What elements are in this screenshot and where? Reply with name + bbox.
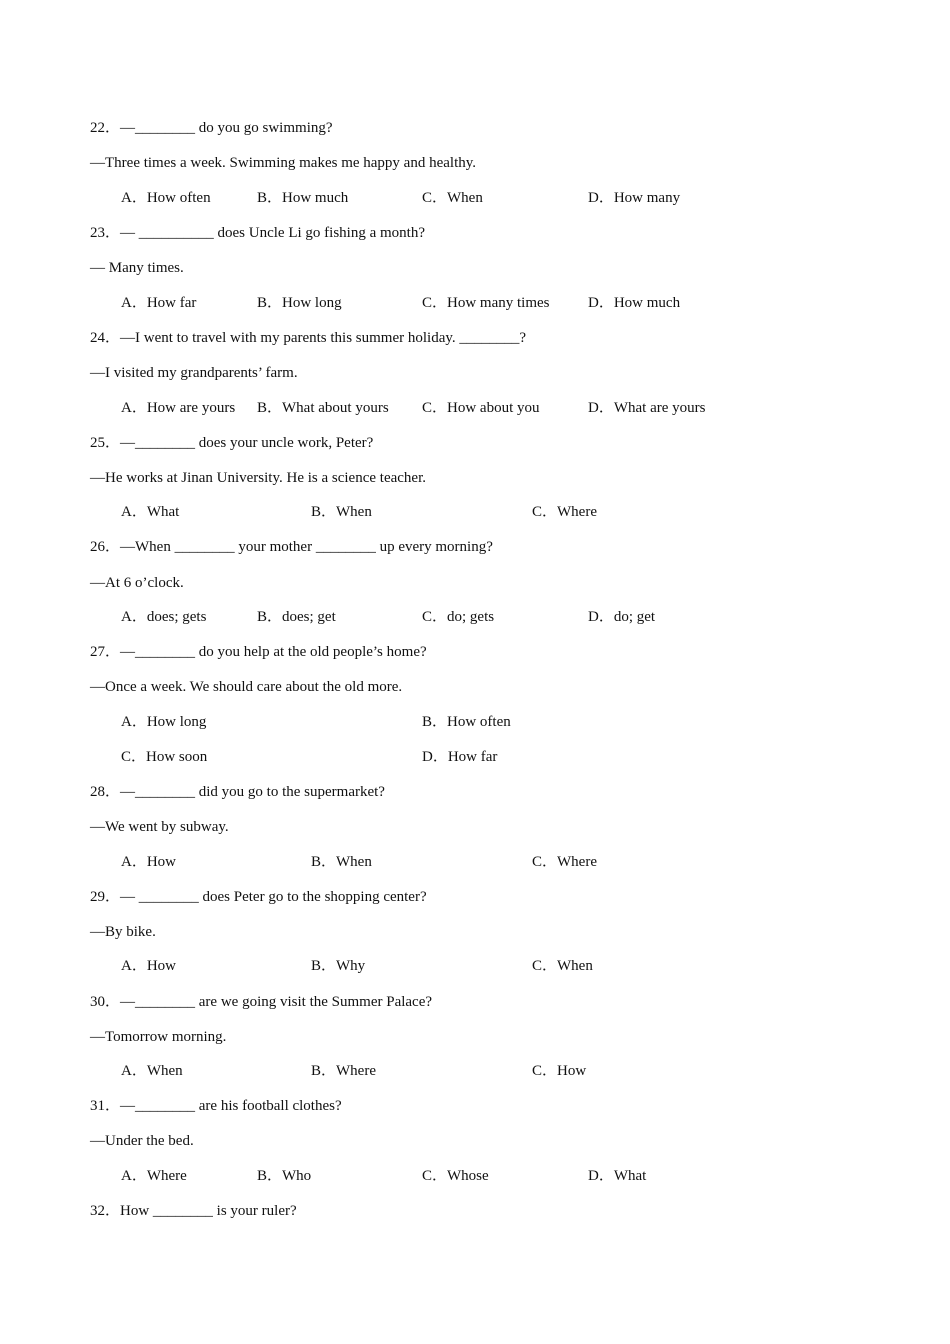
question-29-stem: 29．— ________ does Peter go to the shopping center? bbox=[90, 889, 427, 905]
question-26-reply: —At 6 o’clock. bbox=[90, 575, 184, 591]
question-31-option-a[interactable]: A．Where bbox=[121, 1168, 187, 1184]
question-29-option-a[interactable]: A．How bbox=[121, 958, 177, 974]
question-31-reply: —Under the bed. bbox=[90, 1133, 194, 1149]
question-23-reply: — Many times. bbox=[90, 260, 184, 276]
question-30-option-b[interactable]: B．Where bbox=[311, 1063, 376, 1079]
question-26-option-c[interactable]: C．do; gets bbox=[422, 609, 495, 625]
question-22-option-b[interactable]: B．How much bbox=[257, 190, 349, 206]
question-22-stem: 22．—________ do you go swimming? bbox=[90, 120, 333, 136]
question-25-option-a[interactable]: A．What bbox=[121, 504, 180, 520]
question-24-option-d[interactable]: D．What are yours bbox=[588, 400, 706, 416]
question-23-option-b[interactable]: B．How long bbox=[257, 295, 342, 311]
question-30-stem: 30．—________ are we going visit the Summer Palace? bbox=[90, 994, 433, 1010]
question-28-option-a[interactable]: A．How bbox=[121, 854, 177, 870]
question-23-option-c[interactable]: C．How many times bbox=[422, 295, 550, 311]
question-31-option-d[interactable]: D．What bbox=[588, 1168, 647, 1184]
question-30-option-c[interactable]: C．How bbox=[532, 1063, 587, 1079]
question-27-option-d[interactable]: D．How far bbox=[422, 749, 498, 765]
question-22-option-a[interactable]: A．How often bbox=[121, 190, 211, 206]
question-26-option-d[interactable]: D．do; get bbox=[588, 609, 656, 625]
question-31-stem: 31．—________ are his football clothes? bbox=[90, 1098, 342, 1114]
question-24-stem: 24．—I went to travel with my parents this summer holiday. ________? bbox=[90, 330, 527, 346]
question-27-stem: 27．—________ do you help at the old people’s home? bbox=[90, 644, 427, 660]
question-23-option-d[interactable]: D．How much bbox=[588, 295, 681, 311]
question-22-reply: —Three times a week. Swimming makes me happy and healthy. bbox=[90, 155, 477, 171]
question-29-option-c[interactable]: C．When bbox=[532, 958, 593, 974]
question-25-reply: —He works at Jinan University. He is a science teacher. bbox=[90, 470, 426, 486]
question-25-option-b[interactable]: B．When bbox=[311, 504, 372, 520]
question-22-option-d[interactable]: D．How many bbox=[588, 190, 681, 206]
question-29-reply: —By bike. bbox=[90, 924, 156, 940]
question-24-option-b[interactable]: B．What about yours bbox=[257, 400, 389, 416]
question-27-option-a[interactable]: A．How long bbox=[121, 714, 207, 730]
question-24-option-c[interactable]: C．How about you bbox=[422, 400, 540, 416]
question-28-option-c[interactable]: C．Where bbox=[532, 854, 597, 870]
question-30-reply: —Tomorrow morning. bbox=[90, 1029, 227, 1045]
question-28-reply: —We went by subway. bbox=[90, 819, 229, 835]
question-22-option-c[interactable]: C．When bbox=[422, 190, 483, 206]
question-27-option-c[interactable]: C．How soon bbox=[121, 749, 208, 765]
question-29-option-b[interactable]: B．Why bbox=[311, 958, 366, 974]
question-32-stem: 32．How ________ is your ruler? bbox=[90, 1203, 297, 1219]
question-28-stem: 28．—________ did you go to the supermarket? bbox=[90, 784, 385, 800]
question-27-reply: —Once a week. We should care about the old more. bbox=[90, 679, 403, 695]
question-23-stem: 23．— __________ does Uncle Li go fishing a month? bbox=[90, 225, 425, 241]
question-24-reply: —I visited my grandparents’ farm. bbox=[90, 365, 298, 381]
question-27-option-b[interactable]: B．How often bbox=[422, 714, 511, 730]
question-25-stem: 25．—________ does your uncle work, Peter? bbox=[90, 435, 374, 451]
question-30-option-a[interactable]: A．When bbox=[121, 1063, 183, 1079]
question-26-option-a[interactable]: A．does; gets bbox=[121, 609, 207, 625]
question-26-stem: 26．—When ________ your mother ________ up every morning? bbox=[90, 539, 493, 555]
question-31-option-b[interactable]: B．Who bbox=[257, 1168, 312, 1184]
question-31-option-c[interactable]: C．Whose bbox=[422, 1168, 489, 1184]
question-25-option-c[interactable]: C．Where bbox=[532, 504, 597, 520]
question-24-option-a[interactable]: A．How are yours bbox=[121, 400, 236, 416]
question-23-option-a[interactable]: A．How far bbox=[121, 295, 197, 311]
question-26-option-b[interactable]: B．does; get bbox=[257, 609, 336, 625]
question-28-option-b[interactable]: B．When bbox=[311, 854, 372, 870]
